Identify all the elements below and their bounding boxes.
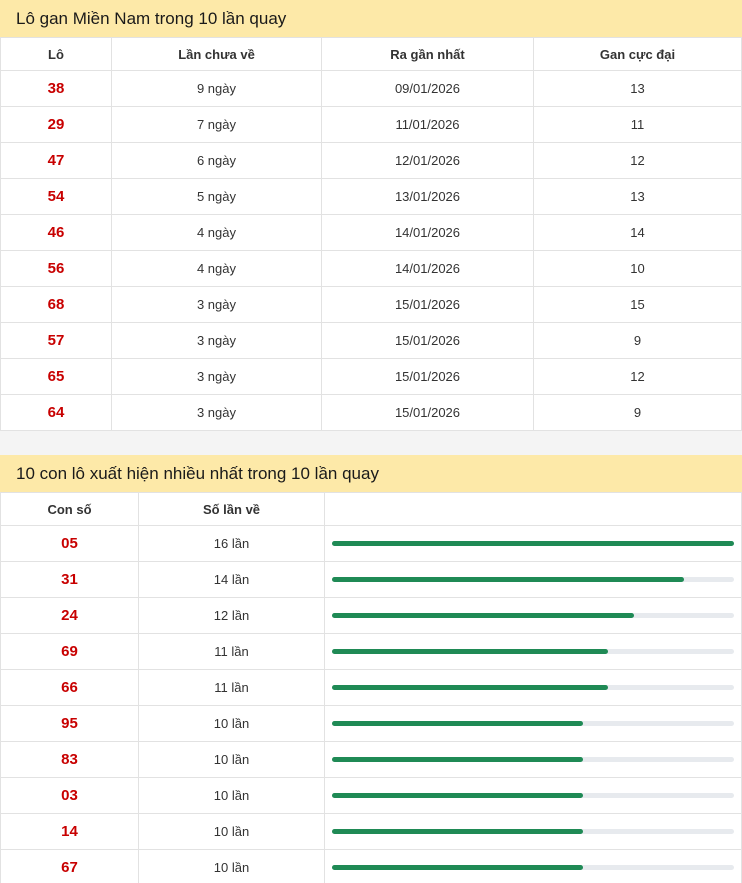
lo-gan-row: [1, 323, 742, 359]
gan-cuc-dai-cell: 11: [534, 107, 742, 143]
frequency-bar-track: [332, 649, 734, 654]
frequency-bar-track: [332, 721, 734, 726]
col-header-lo: Lô: [1, 38, 112, 71]
gan-cuc-dai-cell: 13: [534, 71, 742, 107]
ra-gan-nhat-cell: 09/01/2026: [322, 71, 534, 107]
ra-gan-nhat-cell: 13/01/2026: [322, 179, 534, 215]
frequency-bar-cell: [325, 634, 742, 670]
lo-gan-row: [1, 107, 742, 143]
frequent-row: [1, 850, 742, 883]
frequency-bar-cell: [325, 814, 742, 850]
so-lan-ve-cell: 11 lần: [139, 670, 325, 706]
frequency-bar-cell: [325, 706, 742, 742]
gan-cuc-dai-cell: 10: [534, 251, 742, 287]
frequency-bar-cell: [325, 526, 742, 562]
lo-number: 54: [1, 179, 112, 215]
frequency-bar-fill: [332, 865, 583, 870]
lo-number: 29: [1, 107, 112, 143]
frequency-bar-cell: [325, 850, 742, 883]
lan-chua-ve-cell: 9 ngày: [112, 71, 322, 107]
lan-chua-ve-cell: 7 ngày: [112, 107, 322, 143]
gan-cuc-dai-cell: 9: [534, 395, 742, 431]
frequent-title: 10 con lô xuất hiện nhiều nhất trong 10 lần quay: [0, 455, 742, 492]
frequency-bar-track: [332, 613, 734, 618]
lo-number: 64: [1, 395, 112, 431]
col-header-gan-cuc-dai: Gan cực đại: [534, 38, 742, 71]
col-header-con-so: Con số: [1, 493, 139, 526]
lan-chua-ve-cell: 4 ngày: [112, 251, 322, 287]
lo-gan-row: [1, 251, 742, 287]
col-header-ra-gan-nhat: Ra gần nhất: [322, 38, 534, 71]
lo-gan-row: [1, 215, 742, 251]
lo-gan-section: [0, 0, 742, 431]
frequency-bar-fill: [332, 577, 684, 582]
frequency-bar-cell: [325, 562, 742, 598]
frequent-row: [1, 562, 742, 598]
con-so-number: 14: [1, 814, 139, 850]
ra-gan-nhat-cell: 15/01/2026: [322, 323, 534, 359]
frequency-bar-track: [332, 829, 734, 834]
gan-cuc-dai-cell: 14: [534, 215, 742, 251]
frequency-bar-cell: [325, 778, 742, 814]
frequency-bar-fill: [332, 685, 608, 690]
con-so-number: 24: [1, 598, 139, 634]
lo-number: 38: [1, 71, 112, 107]
lo-gan-row: [1, 179, 742, 215]
ra-gan-nhat-cell: 12/01/2026: [322, 143, 534, 179]
lo-gan-row: [1, 71, 742, 107]
frequency-bar-cell: [325, 742, 742, 778]
ra-gan-nhat-cell: 11/01/2026: [322, 107, 534, 143]
frequent-row: [1, 778, 742, 814]
lo-number: 46: [1, 215, 112, 251]
so-lan-ve-cell: 16 lần: [139, 526, 325, 562]
lan-chua-ve-cell: 4 ngày: [112, 215, 322, 251]
gan-cuc-dai-cell: 12: [534, 359, 742, 395]
frequency-bar-track: [332, 577, 734, 582]
lo-gan-table: [0, 37, 742, 431]
frequency-bar-track: [332, 685, 734, 690]
so-lan-ve-cell: 14 lần: [139, 562, 325, 598]
lan-chua-ve-cell: 3 ngày: [112, 359, 322, 395]
lo-gan-header-row: [1, 38, 742, 71]
frequent-row: [1, 598, 742, 634]
gan-cuc-dai-cell: 9: [534, 323, 742, 359]
lan-chua-ve-cell: 3 ngày: [112, 395, 322, 431]
frequent-row: [1, 742, 742, 778]
gan-cuc-dai-cell: 12: [534, 143, 742, 179]
lo-gan-row: [1, 143, 742, 179]
con-so-number: 95: [1, 706, 139, 742]
frequent-header-row: [1, 493, 742, 526]
lo-number: 56: [1, 251, 112, 287]
so-lan-ve-cell: 12 lần: [139, 598, 325, 634]
frequency-bar-track: [332, 757, 734, 762]
section-divider: [0, 431, 742, 455]
frequency-bar-track: [332, 793, 734, 798]
frequent-row: [1, 814, 742, 850]
frequent-row: [1, 526, 742, 562]
frequent-section: [0, 455, 742, 883]
con-so-number: 67: [1, 850, 139, 883]
frequency-bar-cell: [325, 670, 742, 706]
con-so-number: 66: [1, 670, 139, 706]
ra-gan-nhat-cell: 14/01/2026: [322, 251, 534, 287]
con-so-number: 05: [1, 526, 139, 562]
col-header-bar: [325, 493, 742, 526]
col-header-so-lan-ve: Số lần về: [139, 493, 325, 526]
lo-number: 47: [1, 143, 112, 179]
frequent-row: [1, 670, 742, 706]
lo-number: 65: [1, 359, 112, 395]
con-so-number: 69: [1, 634, 139, 670]
frequent-table: [0, 492, 742, 883]
con-so-number: 83: [1, 742, 139, 778]
ra-gan-nhat-cell: 15/01/2026: [322, 395, 534, 431]
gan-cuc-dai-cell: 13: [534, 179, 742, 215]
frequency-bar-cell: [325, 598, 742, 634]
frequency-bar-fill: [332, 541, 734, 546]
frequency-bar-fill: [332, 757, 583, 762]
frequency-bar-fill: [332, 613, 634, 618]
frequency-bar-track: [332, 865, 734, 870]
ra-gan-nhat-cell: 15/01/2026: [322, 359, 534, 395]
so-lan-ve-cell: 10 lần: [139, 706, 325, 742]
frequency-bar-fill: [332, 721, 583, 726]
ra-gan-nhat-cell: 15/01/2026: [322, 287, 534, 323]
lan-chua-ve-cell: 3 ngày: [112, 287, 322, 323]
frequency-bar-fill: [332, 793, 583, 798]
so-lan-ve-cell: 10 lần: [139, 850, 325, 883]
con-so-number: 31: [1, 562, 139, 598]
so-lan-ve-cell: 11 lần: [139, 634, 325, 670]
lo-gan-row: [1, 359, 742, 395]
frequency-bar-fill: [332, 649, 608, 654]
frequent-row: [1, 706, 742, 742]
gan-cuc-dai-cell: 15: [534, 287, 742, 323]
so-lan-ve-cell: 10 lần: [139, 814, 325, 850]
frequency-bar-track: [332, 541, 734, 546]
lan-chua-ve-cell: 3 ngày: [112, 323, 322, 359]
lan-chua-ve-cell: 6 ngày: [112, 143, 322, 179]
lo-gan-row: [1, 287, 742, 323]
lo-gan-title: Lô gan Miền Nam trong 10 lần quay: [0, 0, 742, 37]
lan-chua-ve-cell: 5 ngày: [112, 179, 322, 215]
lo-number: 57: [1, 323, 112, 359]
lo-gan-row: [1, 395, 742, 431]
col-header-lan-chua-ve: Lần chưa về: [112, 38, 322, 71]
so-lan-ve-cell: 10 lần: [139, 778, 325, 814]
frequent-row: [1, 634, 742, 670]
ra-gan-nhat-cell: 14/01/2026: [322, 215, 534, 251]
lo-number: 68: [1, 287, 112, 323]
con-so-number: 03: [1, 778, 139, 814]
so-lan-ve-cell: 10 lần: [139, 742, 325, 778]
frequency-bar-fill: [332, 829, 583, 834]
